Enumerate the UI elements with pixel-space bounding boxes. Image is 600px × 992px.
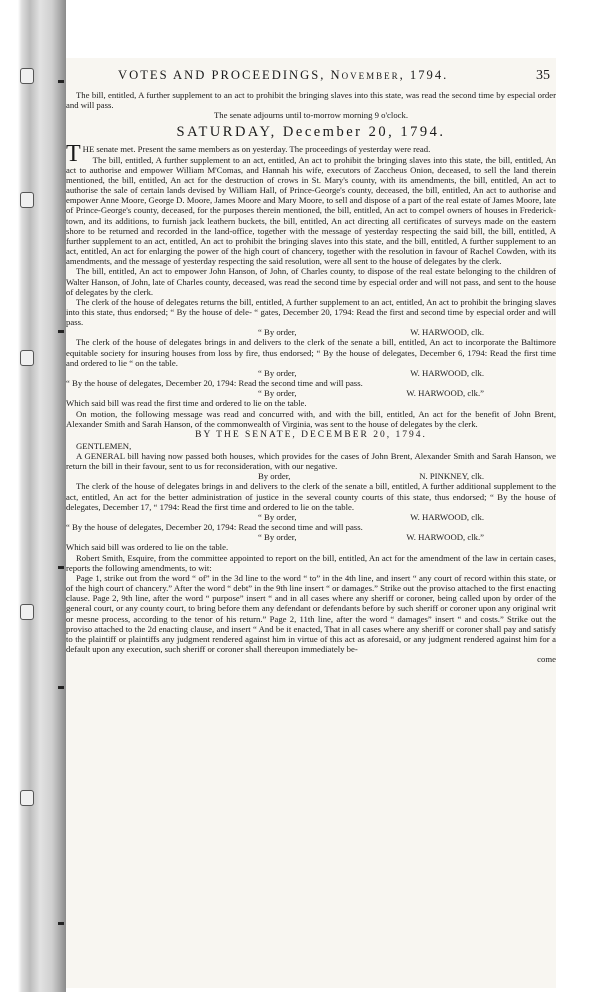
paragraph: The bill, entitled, A further supplement to an act to prohibit the bringing slaves into this state, was read the second time by especial order and will pass. <box>66 90 556 111</box>
binding-mark <box>58 686 64 689</box>
binding-stitch <box>20 350 34 366</box>
binding-mark <box>58 80 64 83</box>
running-title: VOTES AND PROCEEDINGS, November, 1794. <box>118 68 449 82</box>
page-number: 35 <box>536 68 550 83</box>
clerk-signature: W. HARWOOD, clk. <box>410 367 484 378</box>
by-order: “ By order, <box>258 388 297 399</box>
clerk-signature: W. HARWOOD, clk.” <box>406 388 484 399</box>
clerk-signature: W. HARWOOD, clk. <box>410 327 484 338</box>
signature-line <box>66 388 556 398</box>
paragraph: On motion, the following message was read and concurred with, and with the bill, entitled, An act for the benefit of John Brent, Alexander Smith and Sarah Hanson, of the commonwealth of Virginia, was sent to the house of delegates by the clerk. <box>66 408 556 429</box>
by-order: “ By order, <box>258 367 297 378</box>
page-content <box>66 58 556 664</box>
signature-line <box>66 512 556 522</box>
paragraph: The clerk of the house of delegates brings in and delivers to the clerk of the senate a bill, entitled, A further additional supplement to the act, entitled, An act for the better administration of justice in the several county courts of this state, thus endorsed; “ By the house of delegates, December 17, “ 1794: Read the first time and ordered to lie on the table. <box>66 481 556 512</box>
signature-line <box>66 368 556 378</box>
opening-text: HE senate met. Present the same members as on yesterday. The proceedings of yesterday were read. <box>82 144 431 155</box>
binding-stitch <box>20 68 34 84</box>
binding-mark <box>58 330 64 333</box>
binding-mark <box>58 566 64 569</box>
by-order: By order, <box>258 471 291 482</box>
binding-stitch <box>20 604 34 620</box>
paragraph: Robert Smith, Esquire, from the committee appointed to report on the bill, entitled, An act for the amendment of the law in certain cases, reports the following amendments, to wit: <box>66 552 556 573</box>
running-header <box>66 68 556 90</box>
book-binding <box>0 0 66 992</box>
paragraph-opening <box>66 141 556 168</box>
clerk-signature: N. PINKNEY, clk. <box>419 471 484 482</box>
paragraph: Which said bill was read the first time and ordered to lie on the table. <box>66 398 307 409</box>
by-order: “ By order, <box>258 532 297 543</box>
by-order: “ By order, <box>258 511 297 522</box>
document-page <box>66 58 556 988</box>
adjourn-line: The senate adjourns until to-morrow morning 9 o'clock. <box>213 110 409 121</box>
paragraph: The bill, entitled, A further supplement to an act, entitled, An act to prohibit the bringing slaves into this state, the bill, entitled, An act to authorise and empower William M'Comas, and Hannah his wife, executors of Zaccheus Onion, deceased, to sell the land therein mentioned, the bill, entitled, An act for the destruction of crows in St. Mary's county, with its amendments, the bill, entitled, An act to authorise the sale of certain lands devised by William Hall, of Prince-George's county, deceased, the bill, entitled, An act to authorise and empower Anne Moore, George D. Moore, James Moore and Mary Moore, to sell and dispose of a part of the real estate of James Moore, late of Prince-George's county, deceased, for the purposes therein mentioned, the bill, entitled, An act to compel owners of houses in Frederick-town, and its additions, to furnish jack leathern buckets, the bill, entitled, An act directing all certificates of surveys made on the eastern shore to be returned and recorded in the land-office, together with the message of yesterday respecting the said bill, the bill, entitled, A further supplement to an act, entitled, An act to prohibit the bringing slaves into this state, and the bill, entitled, A further supplement to an act, entitled, An act for enlarging the power of the high court of chancery, together with the resolution in favour of Rachel Cowden, with its amendments, and the message of yesterday respecting the said resolution, were all sent to the house of delegates by the clerk. <box>66 154 556 267</box>
clerk-signature: W. HARWOOD, clk.” <box>406 532 484 543</box>
salutation: GENTLEMEN, <box>76 440 132 451</box>
endorsement: “ By the house of delegates, December 20, 1794: Read the second time and will pass. <box>66 378 363 389</box>
message: A GENERAL bill having now passed both houses, which provides for the cases of John Brent, Alexander Smith and Sarah Hanson, we return the bill in their favour, sent to us for reconsideration, with our negative. <box>66 451 556 472</box>
paragraph: The clerk of the house of delegates returns the bill, entitled, A further supplement to an act, entitled, An act to prohibit the bringing slaves into this state, thus endorsed; “ By the house of dele- “ gates, December 20, 1794: Read the first and second time by especial order and will pass. <box>66 296 556 328</box>
paragraph: The bill, entitled, An act to empower John Hanson, of John, of Charles county, to dispose of the real estate belonging to the children of Walter Hanson, of John, late of Charles county, deceased, was read the second time by especial order and will not pass, and sent to the house of delegates by the clerk. <box>66 266 556 297</box>
dateline: SATURDAY, December 20, 1794. <box>176 124 446 141</box>
paragraph: Which said bill was ordered to lie on the table. <box>66 542 229 553</box>
paragraph: The clerk of the house of delegates brings in and delivers to the clerk of the senate a bill, entitled, An act to incorporate the Baltimore equitable society for insuring houses from loss by fire, thus endorsed; “ By the house of delegates, December 6, 1794: Read the first time and ordered to lie “ on the table. <box>66 337 556 368</box>
signature-line <box>66 471 556 481</box>
drop-cap: T <box>66 141 81 168</box>
catchword: come <box>537 654 556 665</box>
by-order: “ By order, <box>258 327 297 338</box>
binding-mark <box>58 922 64 925</box>
amendments-paragraph: Page 1, strike out from the word “ of” in the 3d line to the word “ to” in the 4th line, and insert “ any court of record within this state, or of the high court of chancery.” After the word “ debt” in the 9th line insert “ or damages.” Strike out the proviso attached to the first enacting clause. Page 2, 9th line, after the word “ purpose” insert “ and in all cases where any sheriff or coroner, being called upon by order of the general court, or any county court, to bring before them any defendant or defendants before by such sheriff or coroner upon any original writ or mesne process, according to the tenor of his return.” Page 2, 11th line, after the word “ damages” insert “ and costs.” Strike out the proviso attached to the 2d enacting clause, and insert “ And be it enacted, That in all cases where any sheriff or coroner shall pay and satisfy to the plaintiff or plaintiffs any judgment rendered against him in virtue of this act as aforesaid, or any judgment rendered against him for a default upon any execution, such sheriff or coroner shall thereupon immediately be- <box>66 572 556 654</box>
binding-stitch <box>20 790 34 806</box>
signature-line <box>66 532 556 542</box>
endorsement: “ By the house of delegates, December 20, 1794: Read the second time and will pass. <box>66 522 363 533</box>
clerk-signature: W. HARWOOD, clk. <box>410 511 484 522</box>
signature-line <box>66 327 556 337</box>
senate-heading: BY THE SENATE, DECEMBER 20, 1794. <box>195 429 427 440</box>
binding-stitch <box>20 192 34 208</box>
